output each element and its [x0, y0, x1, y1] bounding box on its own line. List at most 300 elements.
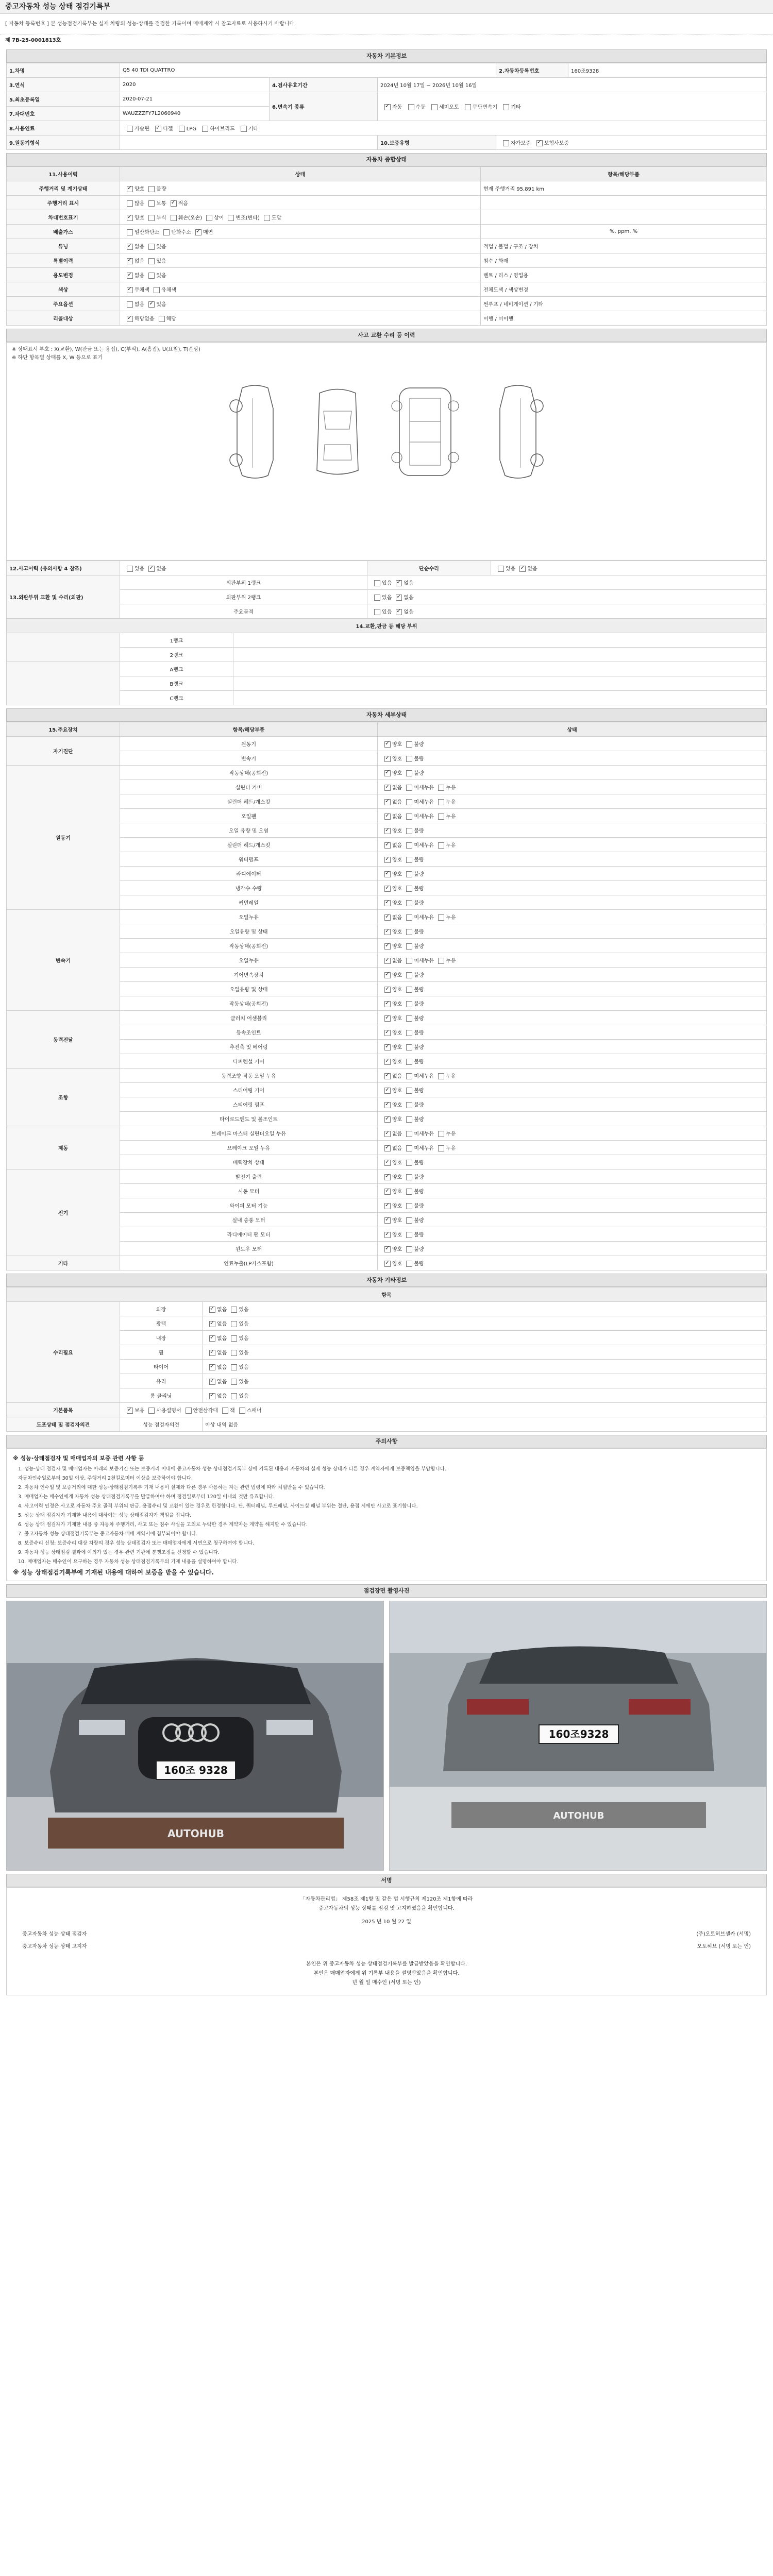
table-row [7, 1069, 767, 1083]
checkbox-warranty-1[interactable] [536, 140, 543, 146]
checkbox[interactable] [384, 842, 391, 849]
checkbox[interactable] [406, 799, 412, 805]
checkbox[interactable] [406, 886, 412, 892]
checkbox[interactable] [396, 595, 402, 601]
checkbox[interactable] [231, 1379, 237, 1385]
checkbox[interactable] [406, 1261, 412, 1267]
column-header: 항목/해당부품 [120, 722, 378, 737]
checkbox[interactable] [206, 215, 212, 221]
item-label: 오일누유 [120, 953, 378, 968]
legend-text: ※ 상태표시 부호 : X(교환), W(판금 또는 용접), C(부식), A(흠집), U(요철), T(손상) [12, 347, 200, 352]
item-label: 변속기 [120, 751, 378, 766]
state-options [378, 867, 767, 881]
row-label [7, 662, 120, 705]
rank-parts [233, 676, 767, 691]
item-label: 타이어 [120, 1360, 203, 1374]
checkbox[interactable] [406, 929, 412, 935]
signer-name: 오토허브 (서명 또는 인) [697, 1944, 751, 1950]
notes-section [6, 1435, 767, 1581]
detail-cell [481, 210, 767, 225]
checkbox[interactable] [384, 1203, 391, 1209]
row-label: 단순수리 [367, 561, 491, 575]
checkbox[interactable] [396, 580, 402, 586]
checkbox[interactable] [406, 1044, 412, 1050]
state-options [378, 1097, 767, 1112]
option-label: 안전삼각대 [193, 1408, 218, 1414]
option-label: 누유 [445, 814, 456, 820]
table-row [7, 895, 767, 910]
checkbox[interactable] [374, 580, 380, 586]
option-label: 불량 [414, 828, 424, 834]
checkbox[interactable] [438, 914, 444, 921]
checkbox[interactable] [384, 1102, 391, 1108]
item-label: 커먼레일 [120, 895, 378, 910]
field-label: 1.차명 [7, 63, 120, 78]
checkbox[interactable] [195, 229, 201, 235]
item-label: 발전기 출력 [120, 1170, 378, 1184]
checkbox[interactable] [127, 566, 133, 572]
checkbox[interactable] [519, 566, 526, 572]
option-label: 없음 [392, 814, 402, 820]
notes-tail: ※ 성능 상태점검기록부에 기재된 내용에 대하여 보증을 받을 수 있습니다. [13, 1569, 214, 1576]
checkbox[interactable] [228, 215, 234, 221]
checkbox[interactable] [438, 799, 444, 805]
checkbox[interactable] [148, 258, 155, 264]
checkbox[interactable] [384, 958, 391, 964]
table-row [7, 838, 767, 852]
checkbox[interactable] [127, 287, 133, 293]
item-label: 라디에이터 [120, 867, 378, 881]
item-label: 실린더 커버 [120, 780, 378, 794]
checkbox[interactable] [231, 1307, 237, 1313]
checkbox[interactable] [209, 1321, 215, 1327]
checkbox[interactable] [384, 1001, 391, 1007]
checkbox[interactable] [406, 1145, 412, 1151]
checkbox-fuel-0[interactable] [127, 126, 133, 132]
checkbox[interactable] [127, 215, 133, 221]
checkbox[interactable] [384, 1131, 391, 1137]
rank-parts [233, 633, 767, 648]
checkbox[interactable] [209, 1379, 215, 1385]
table-row [7, 953, 767, 968]
table-row [7, 1302, 767, 1316]
checkbox[interactable] [127, 1408, 133, 1414]
option-label: 불량 [414, 872, 424, 877]
state-options [120, 297, 481, 311]
checkbox[interactable] [406, 1189, 412, 1195]
option-label: 양호 [392, 1103, 402, 1108]
state-options [378, 1213, 767, 1227]
option-label: 유채색 [161, 287, 176, 293]
checkbox[interactable] [384, 799, 391, 805]
checkbox[interactable] [127, 301, 133, 308]
table-row [7, 1083, 767, 1097]
checkbox[interactable] [384, 929, 391, 935]
option-label: 있음 [239, 1365, 249, 1370]
option-label: 없음 [392, 1131, 402, 1137]
table-row [7, 794, 767, 809]
checkbox[interactable] [264, 215, 270, 221]
checkbox[interactable] [231, 1350, 237, 1356]
checkbox[interactable] [406, 1217, 412, 1224]
row-label: 주요옵션 [7, 297, 120, 311]
fuel-options [120, 121, 767, 135]
checkbox[interactable] [209, 1393, 215, 1399]
item-label: 라디에이터 팬 모터 [120, 1227, 378, 1242]
item-label: 브레이크 오일 누유 [120, 1141, 378, 1155]
option-label: 없음 [217, 1307, 227, 1313]
car-registration: 160조9328 [568, 63, 767, 78]
checkbox-fuel-2[interactable] [179, 126, 185, 132]
table-row [7, 982, 767, 996]
checkbox[interactable] [406, 842, 412, 849]
checkbox[interactable] [384, 1015, 391, 1022]
option-label: 있음 [382, 581, 392, 586]
state-options [120, 268, 481, 282]
checkbox[interactable] [127, 229, 133, 235]
checkbox[interactable] [231, 1335, 237, 1342]
option-label: 양호 [392, 1189, 402, 1195]
row-label: 배출가스 [7, 225, 120, 239]
column-header: 항목 [7, 1287, 767, 1302]
checkbox[interactable] [384, 1088, 391, 1094]
checkbox[interactable] [384, 756, 391, 762]
note-paragraph: 4. 사고이력 인정은 사고로 자동차 주요 골격 부위의 판금, 용접수리 및 교환이 있는 경우로 한정합니다. 단, 쿼터패널, 루프패널, 사이드실 패널 부위는 절단, 용접 시에만 사고로 표기합니다. [18, 1503, 418, 1509]
option-label: 미세누유 [414, 1074, 434, 1079]
checkbox-warranty-0[interactable] [503, 140, 509, 146]
checkbox[interactable] [406, 1246, 412, 1252]
checkbox[interactable] [438, 1145, 444, 1151]
checkbox[interactable] [406, 785, 412, 791]
option-label: 보통 [156, 201, 166, 207]
option-label: 없음 [392, 785, 402, 791]
item-label: 동력조향 작동 오일 누유 [120, 1069, 378, 1083]
option-label: 양호 [392, 1261, 402, 1267]
option-label: 양호 [392, 1016, 402, 1022]
checkbox[interactable] [384, 785, 391, 791]
option-label: 디젤 [163, 126, 173, 132]
checkbox[interactable] [148, 566, 155, 572]
checkbox[interactable] [384, 1217, 391, 1224]
checkbox[interactable] [127, 200, 133, 207]
checkbox[interactable] [148, 273, 155, 279]
column-header: 11.사용이력 [7, 167, 120, 181]
field-label: 5.최초등록일 [7, 92, 120, 107]
checkbox[interactable] [148, 301, 155, 308]
state-options [120, 181, 481, 196]
engine-type [120, 135, 378, 150]
checkbox[interactable] [171, 215, 177, 221]
checkbox-fuel-4[interactable] [241, 126, 247, 132]
checkbox[interactable] [406, 943, 412, 950]
checkbox[interactable] [374, 595, 380, 601]
state-options [378, 1083, 767, 1097]
checkbox[interactable] [406, 756, 412, 762]
checkbox[interactable] [406, 1015, 412, 1022]
option-label: 적음 [178, 201, 188, 207]
rank-label: A랭크 [120, 662, 233, 676]
checkbox[interactable] [384, 987, 391, 993]
table-row [7, 1198, 767, 1213]
option-label: 양호 [392, 944, 402, 950]
state-options [378, 910, 767, 924]
checkbox[interactable] [384, 943, 391, 950]
checkbox[interactable] [171, 200, 177, 207]
state-options [120, 253, 481, 268]
checkbox[interactable] [384, 1073, 391, 1079]
checkbox[interactable] [384, 914, 391, 921]
option-label: 양호 [392, 857, 402, 863]
checkbox[interactable] [438, 785, 444, 791]
checkbox[interactable] [384, 770, 391, 776]
option-label: 있음 [239, 1321, 249, 1327]
option-label: 많음 [135, 201, 145, 207]
sub-label: 주요골격 [120, 604, 367, 619]
checkbox[interactable] [384, 972, 391, 978]
item-label: 디퍼렌셜 기어 [120, 1054, 378, 1069]
checkbox[interactable] [148, 186, 155, 192]
checkbox[interactable] [384, 814, 391, 820]
checkbox[interactable] [384, 1160, 391, 1166]
checkbox[interactable] [406, 987, 412, 993]
checkbox[interactable] [159, 316, 165, 322]
option-label: 불량 [414, 1059, 424, 1065]
checkbox[interactable] [406, 1160, 412, 1166]
item-label: 연료누출(LP가스포함) [120, 1256, 378, 1270]
checkbox[interactable] [438, 1073, 444, 1079]
checkbox[interactable] [384, 886, 391, 892]
checkbox[interactable] [406, 1174, 412, 1180]
checkbox[interactable] [384, 1145, 391, 1151]
item-label: 내장 [120, 1331, 203, 1345]
state-options [378, 1170, 767, 1184]
checkbox-transmission-1[interactable] [408, 104, 414, 110]
checkbox[interactable] [438, 958, 444, 964]
option-label: 불량 [414, 1045, 424, 1050]
option-label: 해당 [166, 316, 176, 322]
table-row [7, 881, 767, 895]
item-label: 작동상태(공회전) [120, 766, 378, 780]
row-label: 특별이력 [7, 253, 120, 268]
checkbox[interactable] [406, 741, 412, 748]
checkbox[interactable] [384, 828, 391, 834]
checkbox[interactable] [406, 1232, 412, 1238]
state-options [378, 1256, 767, 1270]
table-row [7, 766, 767, 780]
checkbox[interactable] [127, 186, 133, 192]
checkbox[interactable] [406, 900, 412, 906]
checkbox[interactable] [384, 1044, 391, 1050]
checkbox[interactable] [384, 1059, 391, 1065]
checkbox[interactable] [406, 914, 412, 921]
option-label: 양호 [392, 828, 402, 834]
row-label [7, 633, 120, 662]
front-brand-text: AUTOHUB [167, 1827, 224, 1840]
checkbox[interactable] [406, 828, 412, 834]
checkbox-fuel-3[interactable] [202, 126, 208, 132]
checkbox[interactable] [406, 1102, 412, 1108]
option-label: 있음 [239, 1350, 249, 1356]
option-label: 있음 [156, 244, 166, 250]
checkbox[interactable] [148, 200, 155, 207]
checkbox[interactable] [396, 609, 402, 615]
checkbox[interactable] [209, 1307, 215, 1313]
checkbox[interactable] [374, 609, 380, 615]
checkbox[interactable] [148, 1408, 155, 1414]
checkbox[interactable] [384, 857, 391, 863]
checkbox-transmission-3[interactable] [465, 104, 471, 110]
option-label: 없음 [217, 1379, 227, 1385]
option-label: 미세누유 [414, 814, 434, 820]
checkbox[interactable] [239, 1408, 245, 1414]
option-label: 탄화수소 [171, 230, 191, 235]
option-label: 양호 [135, 215, 145, 221]
checkbox[interactable] [384, 1246, 391, 1252]
state-options [378, 1198, 767, 1213]
checkbox[interactable] [384, 1232, 391, 1238]
checkbox[interactable] [406, 972, 412, 978]
detail-cell: 현재 주행거리 95,891 km [481, 181, 767, 196]
checkbox[interactable] [384, 1116, 391, 1123]
checkbox[interactable] [406, 1001, 412, 1007]
checkbox[interactable] [406, 857, 412, 863]
checkbox[interactable] [163, 229, 170, 235]
checkbox[interactable] [406, 814, 412, 820]
option-label: 없음 [392, 800, 402, 805]
option-label: 없음 [217, 1336, 227, 1342]
checkbox[interactable] [127, 273, 133, 279]
checkbox[interactable] [438, 1131, 444, 1137]
checkbox[interactable] [384, 1030, 391, 1036]
checkbox[interactable] [498, 566, 504, 572]
checkbox[interactable] [384, 741, 391, 748]
checkbox[interactable] [384, 1189, 391, 1195]
option-label: 양호 [392, 756, 402, 762]
checkbox[interactable] [438, 814, 444, 820]
option-label: 불량 [414, 987, 424, 993]
item-label: 룸 클리닝 [120, 1388, 203, 1403]
checkbox[interactable] [384, 900, 391, 906]
option-label: 없음 [135, 302, 145, 308]
legend-text: ※ 하단 항목별 상태를 X, W 등으로 표기 [12, 355, 103, 361]
option-label: 양호 [392, 1204, 402, 1209]
state-options [203, 1374, 767, 1388]
checkbox[interactable] [209, 1335, 215, 1342]
checkbox[interactable] [406, 871, 412, 877]
item-label: 배력장치 상태 [120, 1155, 378, 1170]
checkbox[interactable] [231, 1393, 237, 1399]
detail-cell: 침수 / 화재 [481, 253, 767, 268]
checkbox[interactable] [127, 258, 133, 264]
checkbox[interactable] [406, 770, 412, 776]
table-row [7, 1141, 767, 1155]
sign-line: 「자동차관리법」 제58조 제1항 및 같은 법 시행규칙 제120조 제1항에 따라 [300, 1896, 473, 1902]
checkbox[interactable] [154, 287, 160, 293]
checkbox-transmission-2[interactable] [431, 104, 438, 110]
state-options [378, 982, 767, 996]
row-label: 13.외판부위 교환 및 수리(외판) [7, 575, 120, 619]
checkbox[interactable] [127, 316, 133, 322]
checkbox-transmission-0[interactable] [384, 104, 391, 110]
field-label: 2.자동차등록번호 [496, 63, 568, 78]
accident-options [120, 561, 367, 575]
state-options [378, 924, 767, 939]
checkbox[interactable] [406, 1131, 412, 1137]
car-left-side-icon [222, 383, 289, 481]
item-label: 실린더 헤드/개스킷 [120, 838, 378, 852]
option-label: 가솔린 [135, 126, 149, 132]
option-label: 무단변속기 [472, 105, 498, 110]
checkbox[interactable] [384, 1174, 391, 1180]
row-label: 12.사고이력 (유의사항 4 참조) [7, 561, 120, 575]
checkbox[interactable] [222, 1408, 228, 1414]
option-label: 있음 [239, 1336, 249, 1342]
checkbox[interactable] [384, 1261, 391, 1267]
table-row [7, 910, 767, 924]
checkbox[interactable] [406, 958, 412, 964]
checkbox[interactable] [209, 1350, 215, 1356]
state-options [120, 225, 481, 239]
checkbox[interactable] [406, 1116, 412, 1123]
option-label: 양호 [392, 901, 402, 906]
checkbox[interactable] [148, 215, 155, 221]
checkbox[interactable] [231, 1364, 237, 1370]
option-label: 양호 [392, 1045, 402, 1050]
section-title: 점검장면 촬영사진 [6, 1584, 767, 1598]
checkbox[interactable] [384, 871, 391, 877]
checkbox[interactable] [127, 244, 133, 250]
checkbox[interactable] [209, 1364, 215, 1370]
table-row [7, 1331, 767, 1345]
checkbox[interactable] [438, 842, 444, 849]
option-label: 불량 [414, 1218, 424, 1224]
rear-brand-text: AUTOHUB [553, 1810, 604, 1821]
checkbox[interactable] [406, 1073, 412, 1079]
checkbox[interactable] [406, 1059, 412, 1065]
state-options [378, 1112, 767, 1126]
checkbox[interactable] [406, 1203, 412, 1209]
checkbox[interactable] [186, 1408, 192, 1414]
section-title: 자동차 세부상태 [6, 708, 767, 722]
checkbox[interactable] [406, 1030, 412, 1036]
checkbox-transmission-4[interactable] [503, 104, 509, 110]
table-row [7, 1417, 767, 1432]
confirm-line: 본인은 위 중고자동차 성능 상태점검기록부를 발급받았음을 확인합니다. [306, 1961, 467, 1967]
option-label: 있음 [382, 595, 392, 601]
table-row [7, 1112, 767, 1126]
checkbox[interactable] [231, 1321, 237, 1327]
state-options [120, 282, 481, 297]
front-photo [6, 1601, 384, 1871]
option-label: 양호 [392, 886, 402, 892]
option-label: 없음 [217, 1350, 227, 1356]
checkbox[interactable] [148, 244, 155, 250]
rank-options [367, 604, 767, 619]
item-label: 타이로드엔드 및 볼조인트 [120, 1112, 378, 1126]
option-label: 불량 [414, 929, 424, 935]
option-label: 있음 [239, 1379, 249, 1385]
car-rear-image [390, 1601, 767, 1870]
rank-label: 2랭크 [120, 648, 233, 662]
checkbox[interactable] [406, 1088, 412, 1094]
option-label: 양호 [392, 1002, 402, 1007]
option-label: 무채색 [135, 287, 149, 293]
option-label: 양호 [392, 1175, 402, 1180]
option-label: 없음 [156, 566, 166, 572]
checkbox-fuel-1[interactable] [155, 126, 161, 132]
state-options [378, 1184, 767, 1198]
accident-section [6, 329, 767, 705]
